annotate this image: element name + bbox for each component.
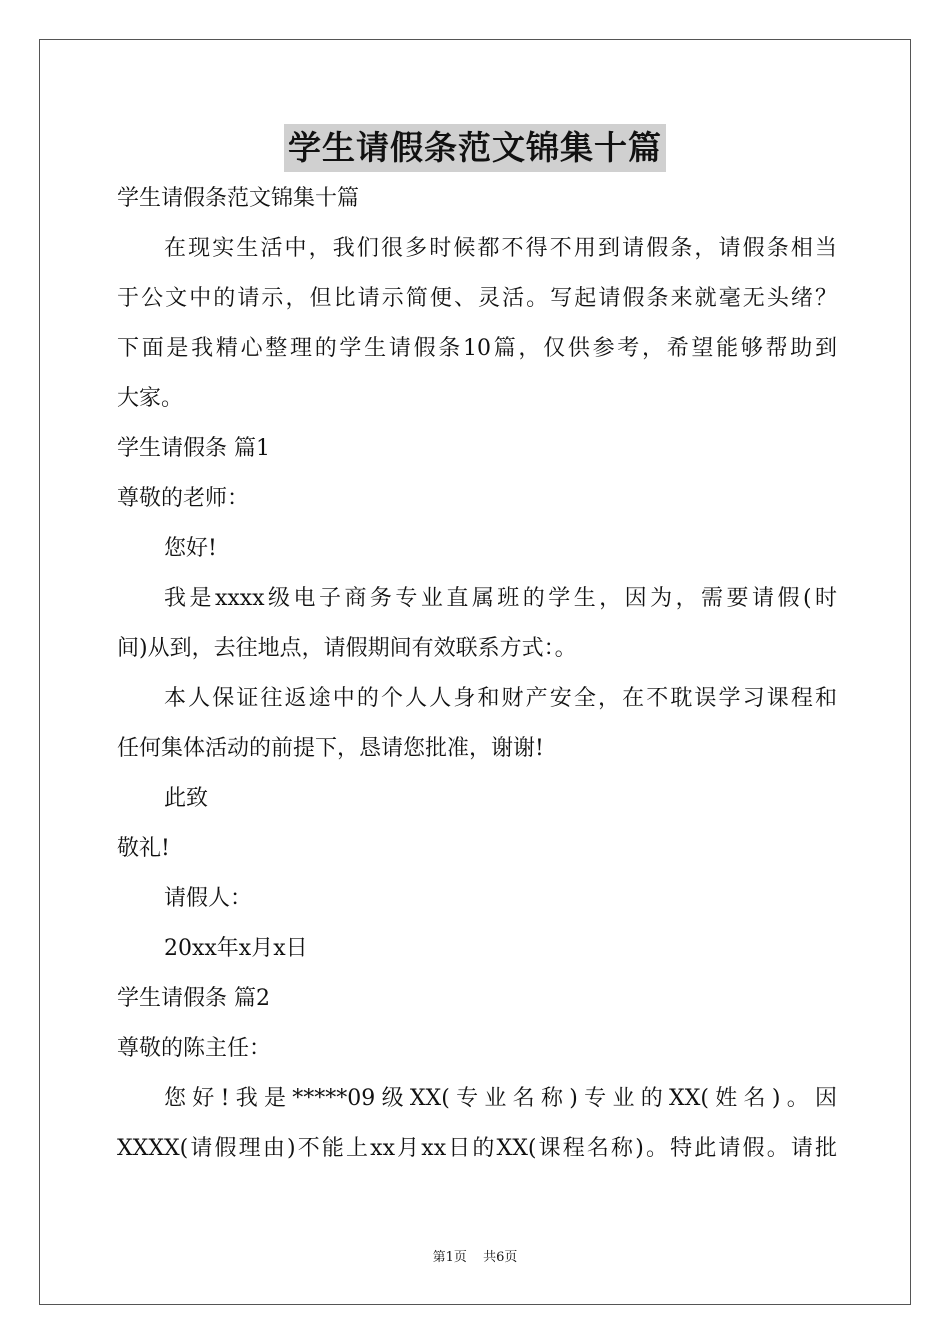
text-line: XXXX(请假理由)不能上xx月xx日的XX(课程名称)。特此请假。请批 (117, 1136, 837, 1161)
title-container (0, 124, 950, 172)
text-line: 间)从到，去往地点，请假期间有效联系方式：。 (117, 636, 577, 661)
text-line: 敬礼! (117, 836, 170, 861)
document-title: 学生请假条范文锦集十篇 (284, 124, 666, 172)
text-line: 20xx年x月x日 (164, 936, 308, 961)
text-line: 我是xxxx级电子商务专业直属班的学生，因为，需要请假(时 (164, 586, 837, 611)
text-line: 您好! (164, 536, 217, 561)
text-line: 尊敬的陈主任： (117, 1036, 272, 1061)
text-line: 任何集体活动的前提下，恳请您批准，谢谢! (117, 736, 544, 761)
text-line: 此致 (164, 786, 209, 811)
text-line: 学生请假条 篇2 (117, 986, 270, 1011)
text-line: 学生请假条范文锦集十篇 (117, 186, 360, 211)
text-line: 请假人： (164, 886, 253, 911)
text-line: 在现实生活中，我们很多时候都不得不用到请假条，请假条相当 (164, 236, 837, 261)
page-number: 第1页 (432, 1250, 467, 1265)
text-line: 大家。 (117, 386, 184, 411)
page-total: 共6页 (483, 1250, 518, 1265)
text-line: 尊敬的老师： (117, 486, 250, 511)
text-line: 学生请假条 篇1 (117, 436, 270, 461)
text-line: 下面是我精心整理的学生请假条10篇，仅供参考，希望能够帮助到 (117, 336, 837, 361)
text-line: 本人保证往返途中的个人人身和财产安全，在不耽误学习课程和 (164, 686, 837, 711)
document-body (117, 174, 837, 1174)
text-line: 于公文中的请示，但比请示简便、灵活。写起请假条来就毫无头绪？ (117, 286, 837, 311)
text-line: 您好!我是*****09级XX(专业名称)专业的XX(姓名)。因 (164, 1086, 837, 1111)
page-footer (0, 1246, 950, 1265)
